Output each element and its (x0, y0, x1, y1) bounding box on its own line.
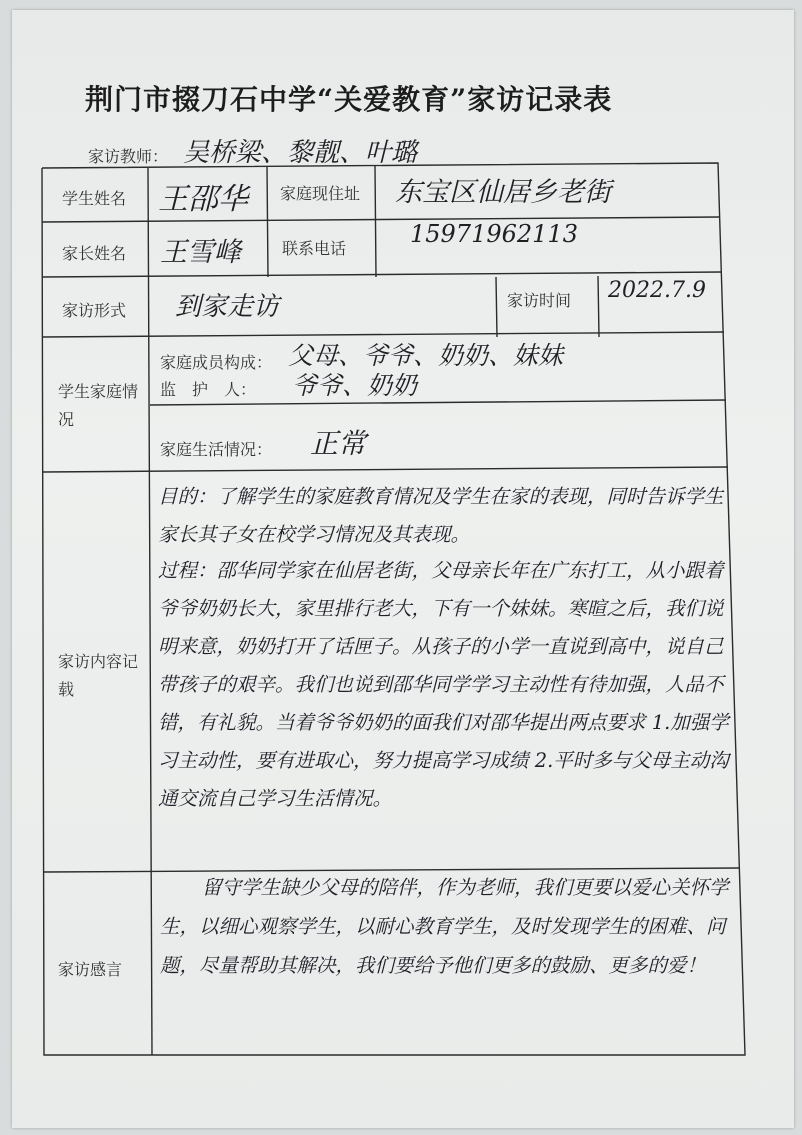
visit-form-value: 到家走访 (175, 292, 280, 322)
family-section-label: 学生家庭情况 (58, 382, 139, 429)
visit-time-label: 家访时间 (507, 291, 572, 310)
reflection-label: 家访感言 (58, 960, 123, 979)
phone-value: 15971962113 (410, 220, 578, 248)
visit-form-label: 家访形式 (62, 301, 127, 320)
student-name-label: 学生姓名 (62, 189, 127, 208)
address-label: 家庭现住址 (280, 184, 361, 203)
address-value: 东宝区仙居乡老街 (395, 177, 611, 208)
student-name-value: 王邵华 (158, 182, 248, 217)
reflection-text: 留守学生缺少父母的陪伴，作为老师，我们更要以爱心关怀学生，以细心观察学生，以耐心教育学生，及时发现学生的困难、问题，尽量帮助其解决，我们要给予他们更多的鼓励、更多的爱！ (160, 876, 729, 977)
visit-purpose-text: 目的：了解学生的家庭教育情况及学生在家的表现，同时告诉学生家长其子女在校学习情况及其表现。 (158, 485, 724, 546)
page-title: 荆门市掇刀石中学“关爱教育”家访记录表 (85, 83, 613, 116)
visit-process-text: 过程：邵华同学家在仙居老街，父母亲长年在广东打工，从小跟着爷爷奶奶长大，家里排行老大，下有一个妹妹。寒暄之后，我们说明来意，奶奶打开了话匣子。从孩子的小学一直说到高中，说自己带孩子的艰辛。我们也说到邵华同学学习主动性有待加强，人品不错，有礼貌。当着爷爷奶奶的面我们对邵华提出两点要求 1.加强学习主动性，要有进取心，努力提高学习成绩 2.平时多与父母主动沟通交流自己学习生活情况。 (158, 559, 729, 810)
members-label: 家庭成员构成： (160, 353, 273, 372)
teacher-label: 家访教师： (88, 147, 169, 166)
members-value: 父母、爷爷、奶奶、妹妹 (288, 341, 564, 370)
guardian-value: 爷爷、奶奶 (292, 371, 418, 400)
guardian-label: 监 护 人： (160, 380, 257, 399)
teacher-row (88, 130, 688, 170)
visit-time-value: 2022.7.9 (608, 278, 706, 303)
parent-name-value: 王雪峰 (160, 237, 241, 268)
content-section-label: 家访内容记载 (58, 652, 139, 699)
parent-name-label: 家长姓名 (62, 244, 127, 263)
family-life-value: 正常 (310, 427, 367, 460)
phone-label: 联系电话 (282, 239, 347, 258)
family-life-label: 家庭生活情况： (160, 440, 273, 459)
teacher-value: 吴桥梁、黎靓、叶璐 (183, 138, 418, 168)
